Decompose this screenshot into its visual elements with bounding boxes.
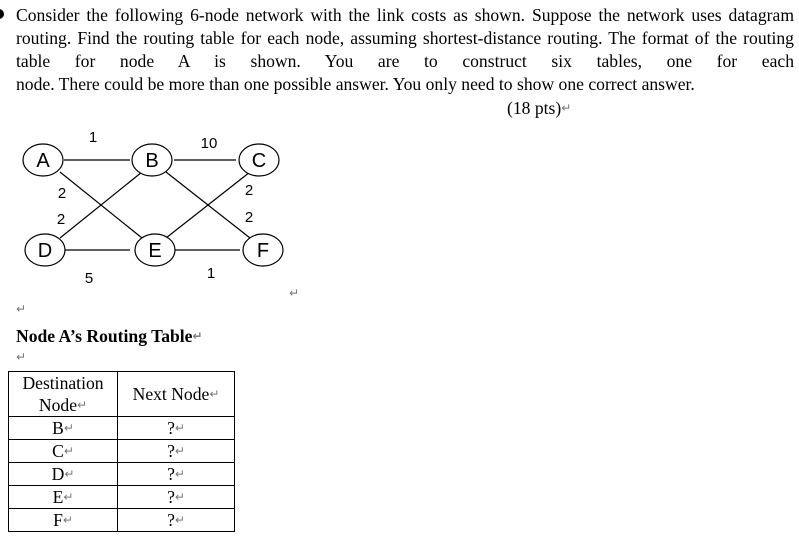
paragraph-mark: ↵ (192, 329, 203, 343)
cell-mark: ↵ (174, 490, 185, 504)
header-destination-text: Destination Node (22, 373, 104, 415)
next-node-cell[interactable] (118, 509, 235, 532)
header-next-node (118, 372, 235, 417)
destination-value: F (53, 510, 63, 530)
header-next-text: Next Node (132, 384, 210, 404)
cost-e-c: 2 (244, 182, 254, 199)
node-e (135, 234, 175, 266)
question-line-2: datagram routing. Find the routing table for each node, assuming shortest-distance routing. The (16, 5, 794, 48)
cell-mark: ↵ (209, 387, 220, 401)
node-c (239, 144, 279, 176)
destination-cell (9, 486, 118, 509)
cell-mark: ↵ (77, 398, 88, 412)
table-row (9, 417, 235, 440)
cost-d-e: 5 (84, 270, 94, 287)
section-heading (16, 325, 203, 348)
paragraph-mark: ↵ (289, 286, 300, 300)
list-bullet (0, 9, 4, 19)
cost-b-c: 10 (200, 135, 218, 152)
routing-table-heading: Node A’s Routing Table (16, 326, 193, 346)
destination-cell (9, 463, 118, 486)
node-c-label: C (251, 150, 267, 172)
question-line-4: node. There could be more than one possible answer. You only need to show one correct answer. (16, 74, 695, 94)
destination-value: D (51, 464, 65, 484)
cell-mark: ↵ (63, 421, 74, 435)
table-row (9, 440, 235, 463)
header-destination (9, 372, 118, 417)
points-text: (18 pts) (507, 98, 562, 118)
destination-cell (9, 509, 118, 532)
cell-mark: ↵ (63, 490, 74, 504)
next-node-cell[interactable] (118, 486, 235, 509)
node-b (132, 144, 172, 176)
network-diagram (0, 118, 320, 298)
destination-value: E (52, 487, 64, 507)
cost-a-e: 2 (57, 185, 67, 202)
question-line-3: format of the routing table for node A is shown. You are to construct six tables, one for each (16, 28, 794, 71)
node-d (25, 234, 65, 266)
cell-mark: ↵ (174, 467, 185, 481)
paragraph-mark: ↵ (561, 101, 572, 115)
cost-b-f: 2 (244, 209, 254, 226)
node-f (243, 234, 283, 266)
next-node-cell[interactable] (118, 417, 235, 440)
points-label (507, 97, 571, 120)
node-a-label: A (36, 150, 50, 172)
table-row (9, 486, 235, 509)
question-line-1: Consider the following 6-node network with the link costs as shown. Suppose the network uses (16, 5, 722, 25)
cost-a-b: 1 (88, 129, 98, 146)
next-node-value: ? (167, 487, 175, 507)
cell-mark: ↵ (174, 444, 185, 458)
node-f-label: F (256, 240, 270, 262)
next-node-value: ? (167, 510, 175, 530)
cost-d-b: 2 (56, 211, 66, 228)
node-a (23, 144, 63, 176)
cell-mark: ↵ (174, 421, 185, 435)
routing-table (8, 371, 235, 532)
cell-mark: ↵ (62, 513, 73, 527)
destination-cell (9, 440, 118, 463)
table-row (9, 463, 235, 486)
node-e-label: E (148, 240, 162, 262)
cell-mark: ↵ (64, 467, 75, 481)
node-b-label: B (145, 150, 159, 172)
cost-e-f: 1 (206, 265, 216, 282)
destination-cell (9, 417, 118, 440)
node-d-label: D (37, 240, 53, 262)
destination-value: C (52, 441, 64, 461)
cell-mark: ↵ (174, 513, 185, 527)
next-node-cell[interactable] (118, 440, 235, 463)
question-text (16, 4, 794, 96)
next-node-cell[interactable] (118, 463, 235, 486)
paragraph-mark: ↵ (16, 350, 27, 364)
paragraph-mark: ↵ (16, 302, 27, 316)
next-node-value: ? (167, 464, 175, 484)
next-node-value: ? (167, 418, 175, 438)
table-row (9, 509, 235, 532)
cell-mark: ↵ (63, 444, 74, 458)
next-node-value: ? (167, 441, 175, 461)
destination-value: B (52, 418, 64, 438)
table-header-row (9, 372, 235, 417)
